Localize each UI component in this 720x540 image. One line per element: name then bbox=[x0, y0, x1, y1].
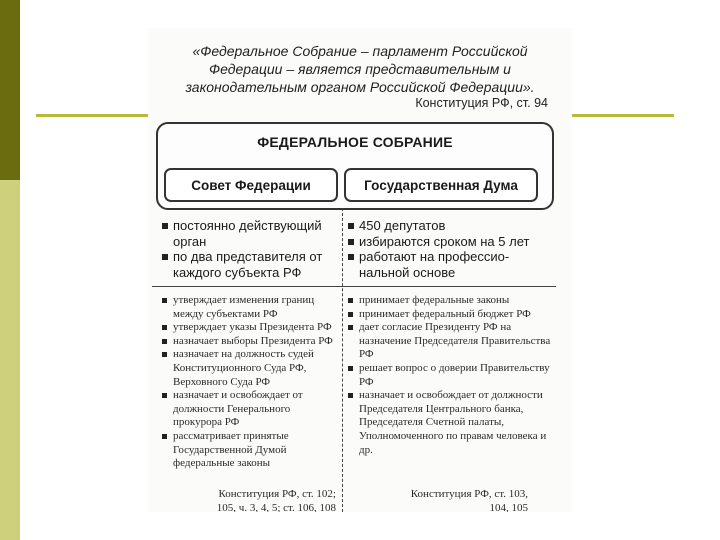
column-divider bbox=[342, 208, 343, 512]
duma-constitution-reference bbox=[358, 488, 528, 512]
quote-line: «Федеральное Собрание – парламент Российской bbox=[192, 43, 528, 59]
reference-line: 105, ч. 3, 4, 5; ст. 106, 108 bbox=[216, 501, 336, 512]
list-item: утверждает изменения границ между субъектами РФ bbox=[162, 294, 340, 321]
accent-rule-left bbox=[36, 114, 148, 117]
section-divider bbox=[152, 286, 556, 287]
council-composition-list bbox=[162, 218, 338, 280]
list-item: постоянно действующий орган bbox=[162, 218, 338, 249]
federal-assembly-title: ФЕДЕРАЛЬНОЕ СОБРАНИЕ bbox=[257, 134, 453, 150]
list-item: по два представителя от каждого субъекта РФ bbox=[162, 249, 338, 280]
duma-composition-list bbox=[348, 218, 558, 280]
council-powers-list bbox=[162, 294, 340, 471]
list-item: рассматривает принятые Государственной Думой федеральные законы bbox=[162, 430, 340, 471]
list-item: принимает федеральные законы bbox=[348, 294, 558, 308]
reference-line: Конституция РФ, ст. 102; bbox=[218, 488, 336, 500]
list-item: назначает на должность судей Конституционного Суда РФ, Верховного Суда РФ bbox=[162, 348, 340, 389]
list-item: 450 депутатов bbox=[348, 218, 558, 234]
list-item: избираются сроком на 5 лет bbox=[348, 234, 558, 250]
list-item: утверждает указы Президента РФ bbox=[162, 321, 340, 335]
accent-stripe-dark bbox=[0, 0, 20, 180]
chamber-state-duma: Государственная Дума bbox=[344, 168, 538, 202]
federal-assembly-box bbox=[156, 122, 554, 210]
list-item: назначает и освобождает от должности Генерального прокурора РФ bbox=[162, 389, 340, 430]
list-item: принимает федеральный бюджет РФ bbox=[348, 308, 558, 322]
list-item: назначает выборы Президента РФ bbox=[162, 335, 340, 349]
chamber-council-of-federation: Совет Федерации bbox=[164, 168, 338, 202]
list-item: дает согласие Президенту РФ на назначение Председателя Правительства РФ bbox=[348, 321, 558, 362]
accent-rule-right bbox=[572, 114, 674, 117]
list-item: решает вопрос о доверии Правительству РФ bbox=[348, 362, 558, 389]
council-constitution-reference bbox=[168, 488, 336, 512]
accent-stripe-light bbox=[0, 180, 20, 540]
reference-line: Конституция РФ, ст. 103, bbox=[410, 488, 528, 500]
duma-powers-list bbox=[348, 294, 558, 457]
quote-line: законодательным органом Российской Федерации». bbox=[185, 79, 535, 95]
quote-source: Конституция РФ, ст. 94 bbox=[415, 96, 548, 110]
list-item: работают на профессио-нальной основе bbox=[348, 249, 558, 280]
constitution-quote bbox=[158, 42, 562, 96]
quote-line: Федерации – является представительным и bbox=[209, 61, 511, 77]
list-item: назначает и освобождает от должности Председателя Центрального банка, Председателя Счетной палаты, Уполномоченного по правам человека и др. bbox=[348, 389, 558, 457]
reference-line: 104, 105 bbox=[489, 501, 528, 512]
scanned-page bbox=[148, 28, 572, 512]
